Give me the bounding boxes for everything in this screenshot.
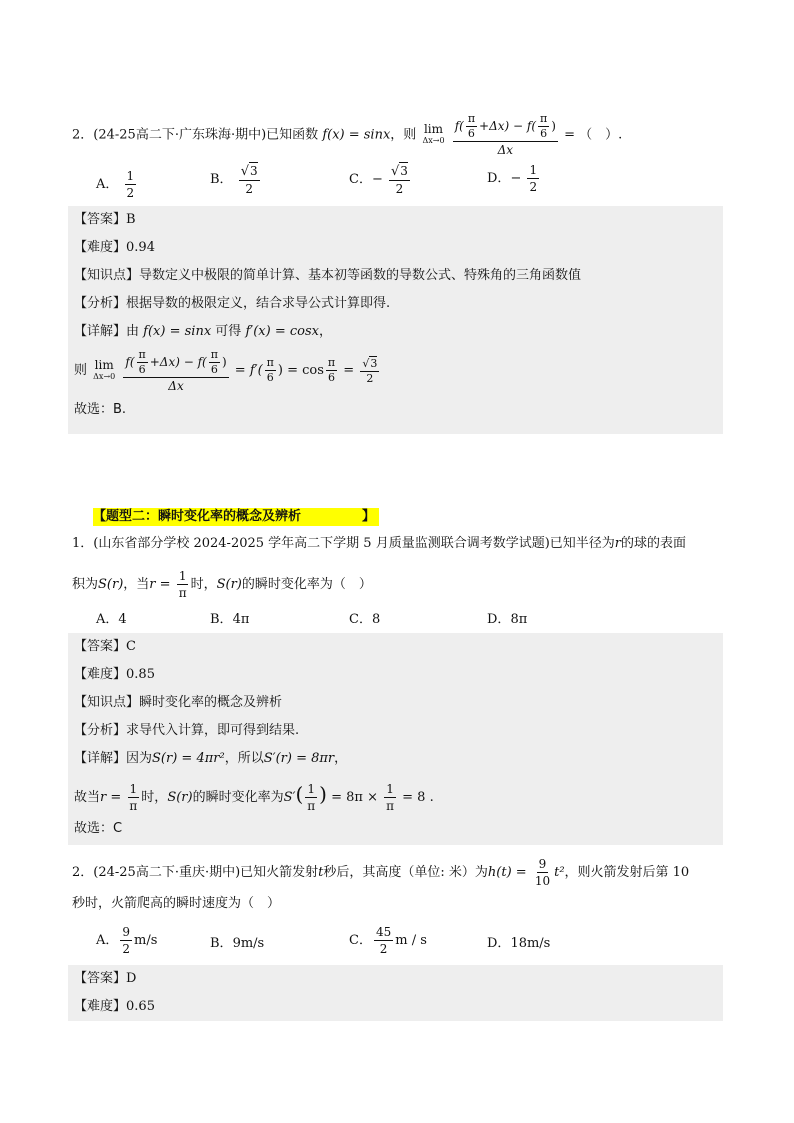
s2q1-line2 [72,568,372,601]
detail-text: 由 [126,324,140,339]
knowledge-row [68,262,723,290]
num: 1 [307,782,316,796]
detail-text: 因为 [126,751,153,766]
detail-text: 故当 [74,790,101,805]
option-letter: B． [210,612,233,627]
detail-label: 【详解】 [74,324,127,339]
s2q2-text: 秒后，其高度（单位: 米）为 [323,865,488,880]
detail-fpx: f′(x) = cosx [245,324,319,339]
option-fraction [125,168,137,201]
option-fraction [527,162,539,195]
detail-fx: f(x) = sinx [143,324,212,339]
pi-over-6 [137,348,148,377]
one-over-pi [127,781,139,814]
num-part2: +Δx) − f( [149,354,207,369]
num: 1 [126,169,135,183]
var-Sr: S(r) [216,577,242,592]
pi: π [540,112,548,125]
pi-over-6 [326,356,337,385]
detail-fraction [123,348,228,394]
detail-Sp: S′(r) = 8πr [263,751,335,766]
sqrt-icon: √ [362,356,370,370]
detail-row-2 [68,773,723,815]
pi-over-6 [209,348,220,377]
var-Sr: S(r) [167,790,193,805]
pi-over-6 [466,112,477,141]
analysis-row [68,290,723,318]
den: π [307,799,316,813]
q2-den: Δx [497,143,514,157]
num: 1 [529,163,538,177]
detail-text: 的瞬时变化率为 [192,790,284,805]
option-value: 18m/s [510,936,551,951]
pi: π [266,356,274,369]
knowledge-label: 【知识点】 [74,268,140,283]
sqrt-icon: √ [240,164,249,179]
q2-then: ，则 [390,127,417,143]
option-letter: D． [487,612,511,627]
q2-limit-fraction [453,112,558,158]
difficulty-value: 0.85 [126,667,155,682]
answer-row [68,965,723,993]
den: 10 [534,874,551,888]
s2q2-option-d [487,932,550,951]
detail-text: 则 [74,363,88,378]
var-r: r [614,536,621,551]
detail-limit [93,359,115,383]
detail-row [68,318,723,346]
answer-value: B [126,212,136,227]
q2-num-part3: ) [551,119,556,133]
q2-option-c [349,162,412,197]
s2q1-text: 时， [190,577,217,592]
six: 6 [138,362,146,376]
detail-row [68,745,723,773]
answer-label: 【答案】 [74,212,127,227]
answer-value: C [126,639,136,654]
den: π [178,586,187,600]
option-value: 8π [510,612,528,627]
num: 1 [178,569,187,583]
s2q1-text: 1．(山东省部分学校 2024-2025 学年高二下学期 5 月质量监测联合调考数学试题)已知半径为 [72,536,615,551]
section-title [93,508,379,526]
answer-row [68,206,723,234]
s2q2-line1 [72,856,689,889]
den: 2 [126,186,135,200]
analysis-value: 根据导数的极限定义，结合求导公式计算即得. [126,296,391,311]
q2-num-part1: f( [454,119,464,133]
s2q1-option-d [487,608,527,627]
section-title-close: 】 [361,509,375,524]
s2q2-text: 2．(24-25高二下·重庆·期中)已知火箭发射 [72,865,319,880]
s2q1-text: 积为 [72,577,99,592]
sqrt3-over-2 [360,356,379,386]
s2q2-option-a [96,924,157,957]
option-value: 9m/s [232,936,265,951]
option-fraction [389,162,410,197]
option-sign: − [510,171,522,186]
answer-label: 【答案】 [74,639,127,654]
option-letter: C． [349,172,372,187]
num: 9 [538,857,547,871]
option-letter: B． [210,172,233,187]
s2q1-text: 的瞬时变化率为（ ） [241,577,372,592]
six: 6 [266,371,274,384]
den: 2 [366,371,374,385]
detail-label: 【详解】 [74,751,127,766]
option-letter: A． [96,933,119,948]
option-letter: C． [349,612,372,627]
q2-option-b [210,162,262,197]
answer-value: D [126,971,137,986]
knowledge-row [68,689,723,717]
lim-sub: Δx→0 [93,371,116,381]
s2q1-option-c [349,608,380,627]
den: π [129,799,138,813]
option-letter: C． [349,933,372,948]
eq-part: = [343,363,355,378]
s2q2-answer-block [68,965,723,1021]
lim-label: lim [94,357,114,372]
num: 9 [122,925,131,939]
sqrt-icon: √ [391,164,400,179]
option-unit: m / s [395,933,427,948]
difficulty-row [68,993,723,1021]
option-fraction [239,162,260,197]
knowledge-value: 瞬时变化率的概念及辨析 [139,695,283,710]
lim-label: lim [423,122,444,136]
s2q2-option-c [349,924,427,957]
den: 2 [379,942,388,956]
choose-row [68,396,723,424]
s2q1-text: 的球的表面 [621,536,687,551]
s2q1-answer-block [68,633,723,845]
option-letter: A． [96,612,119,627]
pi: π [210,347,218,361]
difficulty-value: 0.65 [126,999,155,1014]
num-part3: ) [221,354,227,369]
radicand: 3 [250,164,258,178]
den: π [386,799,395,813]
q2-function: f(x) = sinx [322,127,391,143]
den: 2 [245,182,253,196]
num: 45 [375,925,392,939]
s2q2-line2 [72,894,280,914]
q2-tail: = （ ）. [564,127,623,143]
den: 2 [395,182,404,196]
pi: π [138,347,146,361]
option-value: 8 [371,612,381,627]
pi: π [467,112,476,125]
six: 6 [328,371,336,384]
q2-answer-block [68,206,723,434]
analysis-row [68,717,723,745]
t-squared: t² [554,865,565,880]
six: 6 [467,127,475,140]
s2q1-option-b [210,608,249,627]
den: 2 [529,180,538,194]
r-eq: r = [100,790,122,805]
detail-row-2 [68,346,723,396]
option-fraction [374,924,393,957]
h-of-t: h(t) = [487,865,527,880]
eq-part: = 8 . [402,790,434,805]
option-letter: A． [96,177,119,192]
one-over-pi [305,781,317,814]
q2-option-d [487,162,541,195]
one-over-pi [384,781,396,814]
detail-text: 时， [141,790,168,805]
option-value: 4 [118,612,127,627]
detail-text: ， [318,324,332,339]
knowledge-label: 【知识点】 [74,695,140,710]
choose-text: 故选：B. [74,402,127,417]
option-unit: m/s [134,933,158,948]
option-letter: D． [487,171,511,186]
six: 6 [210,362,218,376]
s2q1-line1 [72,534,686,554]
lim-sub: Δx→0 [422,136,445,145]
den: Δx [168,378,184,393]
r-eq: r = [149,577,171,592]
var-t: t [318,865,324,880]
option-letter: D． [487,936,511,951]
choose-text: 故选：C [74,821,123,836]
detail-S: S(r) = 4πr² [152,751,225,766]
one-over-pi [177,568,189,601]
num-part1: f( [125,354,135,369]
answer-label: 【答案】 [74,971,127,986]
knowledge-value: 导数定义中极限的简单计算、基本初等函数的导数公式、特殊角的三角函数值 [139,268,582,283]
den: 2 [122,942,131,956]
eq-part: = 8π × [331,790,378,805]
radicand: 3 [370,356,378,370]
num: 1 [129,782,138,796]
q2-number: 2． [72,127,94,143]
analysis-label: 【分析】 [74,723,127,738]
s2q1-text: ，当 [123,577,150,592]
difficulty-label: 【难度】 [74,999,127,1014]
eq-part: ) = cos [277,363,324,378]
detail-Sp: S′ [283,790,296,805]
pi-over-6 [265,356,276,385]
difficulty-row [68,234,723,262]
six: 6 [540,127,548,140]
choose-row [68,815,723,843]
difficulty-row [68,661,723,689]
answer-row [68,633,723,661]
analysis-value: 求导代入计算，即可得到结果. [126,723,300,738]
q2-option-a [96,168,138,201]
detail-text: ， [334,751,348,766]
paren-close: ) [319,782,327,806]
q2-stem [72,112,622,158]
s2q2-text: ，则火箭发射后第 10 [564,865,690,880]
q2-num-part2: +Δx) − f( [479,119,537,133]
difficulty-value: 0.94 [126,240,155,255]
difficulty-label: 【难度】 [74,240,127,255]
option-fraction [120,924,132,957]
nine-over-ten [533,856,552,889]
analysis-label: 【分析】 [74,296,127,311]
difficulty-label: 【难度】 [74,667,127,682]
eq-part: = f′( [234,363,263,378]
paren-open: ( [295,782,304,806]
pi: π [327,356,336,369]
detail-text: ，所以 [224,751,264,766]
section-title-text: 【题型二：瞬时变化率的概念及辨析 [93,509,302,524]
option-value: 4π [232,612,250,627]
q2-source: (24-25高二下·广东珠海·期中)已知函数 [93,127,319,143]
radicand: 3 [400,164,408,178]
option-sign: − [371,172,383,187]
num: 1 [386,782,394,796]
var-Sr: S(r) [98,577,124,592]
s2q1-option-a [96,608,127,627]
q2-limit [422,123,444,147]
detail-text: 可得 [215,324,242,339]
s2q2-option-b [210,932,264,951]
pi-over-6 [538,112,549,141]
option-letter: B． [210,936,233,951]
s2q2-text: 秒时，火箭爬高的瞬时速度为（ ） [72,896,281,911]
